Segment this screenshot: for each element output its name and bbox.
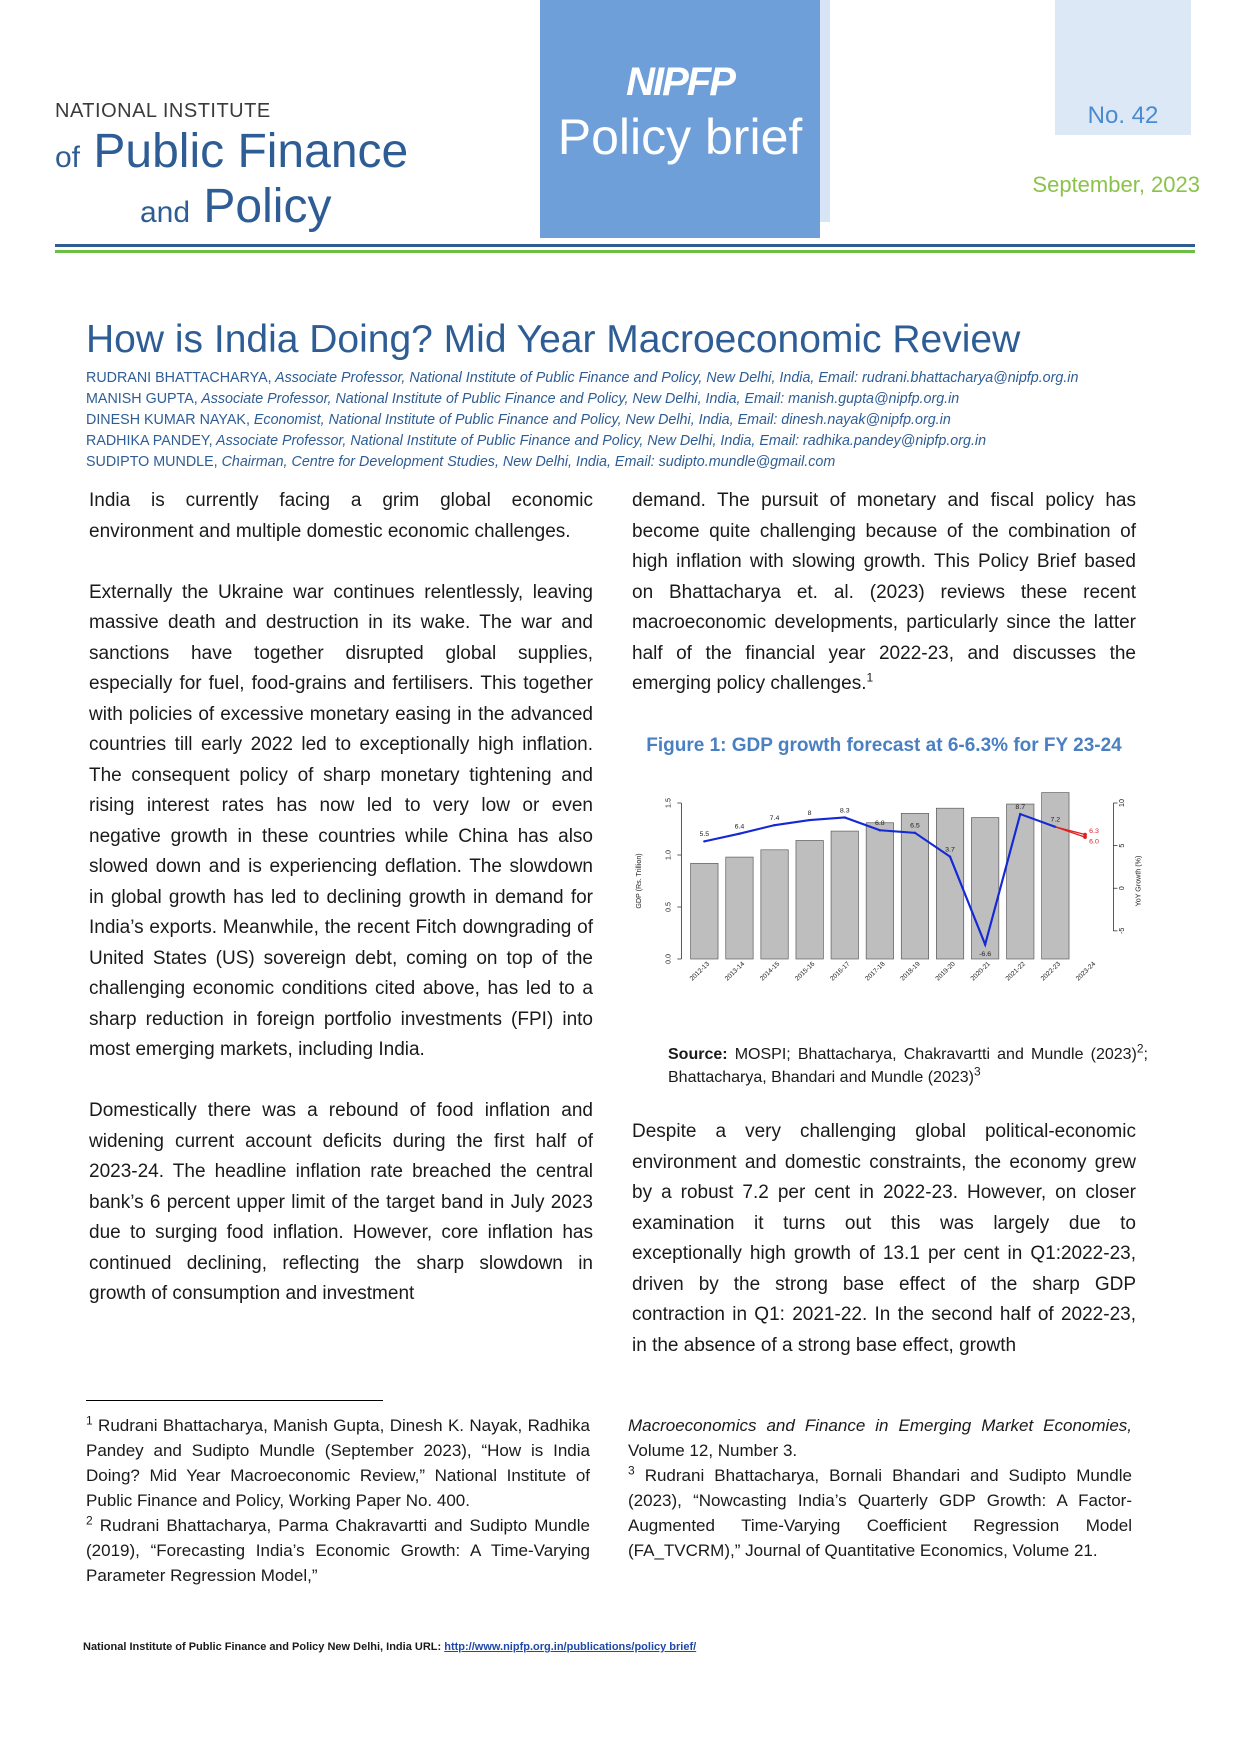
y-tick-label-right: 10 (1117, 799, 1127, 807)
logo-and-policy (140, 180, 332, 233)
x-tick-label: 2014-15 (758, 960, 782, 983)
footnote: $^3$ Rudrani Bhattacharya, Bornali Bhandari and Sudipto Mundle (2023), “Nowcasting India’s Quarterly GDP Growth: A Factor-Augmented Time-Varying Coefficient Regression Model (FA_TVCRM),” Journal of Quantitative Economics, Volume 21. (628, 1463, 1132, 1560)
gdp-bar (936, 808, 963, 959)
author-line: RUDRANI BHATTACHARYA, Associate Professor, National Institute of Public Finance and Policy, New Delhi, India, Email: rudrani.bhattacharya@nipfp.org.in (86, 370, 1079, 386)
paragraph: Despite a very challenging global political-economic environment and domestic constraints, the economy grew by a robust 7.2 per cent in 2022-23. However, on closer examination it turns out this was largely due to exceptionally high growth of 13.1 per cent in Q1:2022-23, driven by the strong base effect of the sharp GDP contraction in Q1: 2021-22. In the second half of 2022-23, in the absence of a strong base effect, growth (632, 1121, 1136, 1356)
logo-policy-text: Policy (203, 180, 332, 233)
logo-and: and (140, 196, 191, 229)
growth-point-label: 8 (807, 809, 812, 817)
growth-point-label: 6.8 (874, 820, 885, 828)
growth-point-label: 7.4 (769, 815, 780, 822)
gdp-bar (691, 863, 718, 959)
growth-point-label: 6.4 (734, 823, 745, 831)
growth-point (1019, 813, 1021, 815)
forecast-label: 6.3 (1089, 828, 1099, 836)
header-rule-green (55, 250, 1195, 253)
x-tick-label: 2021-22 (1004, 960, 1028, 983)
x-tick-label: 2018-19 (899, 960, 922, 983)
body-left-column (89, 486, 593, 1310)
paragraph: Externally the Ukraine war continues relentlessly, leaving massive death and destruction in its wake. The war and sanctions have together disrupted global supplies, especially for fuel, food-grains and fertilisers. This together with policies of excessive monetary easing in the advanced countries till early 2022 led to exceptionally high inflation. The consequent policy of sharp monetary tightening and rising interest rates has now led to very low or even negative growth in these countries while China has also slowed down and is experiencing deflation. The slowdown in global growth has led to declining growth in demand for India’s exports. Meanwhile, the recent Fitch downgrading of United States (US) sovereign debt, coming on top of the challenging economic conditions cited above, has led to a sharp reduction in foreign portfolio investments (FPI) into most emerging markets, including India. (89, 581, 593, 1060)
gdp-bar (901, 813, 928, 959)
paragraph: Domestically there was a rebound of food inflation and widening current account deficits during the first half of 2023-24. The headline inflation rate breached the central bank’s 6 percent upper limit of the target band in July 2023 due to surging food inflation. However, core inflation has continued declining, reflecting the sharp slowdown in growth of consumption and investment (89, 1100, 593, 1304)
nipfp-logo: NIPFP (626, 60, 734, 104)
x-tick-label: 2013-14 (723, 960, 747, 983)
forecast-point (1083, 835, 1087, 839)
x-tick-label: 2022-23 (1039, 960, 1063, 983)
author-line: SUDIPTO MUNDLE, Chairman, Centre for Development Studies, New Delhi, India, Email: sudipto.mundle@gmail.com (86, 454, 836, 470)
x-tick-label: 2012-13 (688, 960, 712, 983)
gdp-bar (971, 818, 998, 959)
author-list (86, 368, 1196, 473)
gdp-bar (726, 857, 753, 959)
figure-source: Source: MOSPI; Bhattacharya, Chakravartti and Mundle $(2023)^2$; Bhattacharya, Bhandari and Mundle $(2023)^3$ (668, 1041, 1148, 1086)
article-title: How is India Doing? Mid Year Macroeconomic Review (86, 318, 1021, 361)
x-tick-label: 2016-17 (829, 960, 852, 983)
body-right-column-bottom (632, 1117, 1136, 1361)
footnote-rule (86, 1400, 383, 1401)
growth-point-label: 8.3 (839, 807, 850, 815)
y-tick-label-right: 5 (1117, 843, 1127, 848)
growth-point (914, 832, 916, 834)
footnote-ref[interactable]: 1 (866, 670, 874, 685)
paragraph: India is currently facing a grim global economic environment and multiple domestic economic challenges. (89, 490, 593, 542)
footnote-continued: Macroeconomics and Finance in Emerging Market Economies, Volume 12, Number 3. (628, 1416, 1132, 1460)
growth-point (808, 819, 810, 821)
y-tick-label-left: 1.5 (663, 798, 673, 808)
growth-point (844, 816, 846, 818)
gdp-bar (831, 831, 858, 959)
x-tick-label: 2017-18 (864, 960, 887, 983)
y-tick-label-left: 0.0 (663, 954, 673, 964)
logo-public-finance-text: Public Finance (93, 125, 409, 178)
author-line: RADHIKA PANDEY, Associate Professor, National Institute of Public Finance and Policy, New Delhi, India, Email: radhika.pandey@nipfp.org.in (86, 433, 987, 449)
issue-date: September, 2023 (1032, 172, 1200, 197)
growth-point (949, 856, 951, 858)
issue-number: No. 42 (1087, 102, 1159, 129)
body-right-column-top (632, 486, 1136, 700)
forecast-label: 6.0 (1089, 838, 1099, 846)
gdp-bar (796, 840, 823, 959)
footnote: $^1$ Rudrani Bhattacharya, Manish Gupta, Dinesh K. Nayak, Radhika Pandey and Sudipto Mundle (September 2023), “How is India Doing? Mid Year Macroeconomic Review,” National Institute of Public Finance and Policy, Working Paper No. 400. (86, 1413, 590, 1510)
y-axis-label-left: GDP (Rs. Trillion) (633, 853, 643, 909)
growth-point-label: -6.6 (979, 951, 992, 959)
growth-point-label: 6.5 (910, 822, 920, 830)
x-tick-label: 2019-20 (934, 960, 957, 983)
y-axis-label-right: YoY Growth (%) (1133, 855, 1143, 907)
gdp-bar (761, 850, 788, 959)
x-tick-label: 2020-21 (969, 960, 992, 983)
series-title: Policy brief (557, 109, 803, 165)
logo-of: of (55, 141, 81, 174)
figure-title: Figure 1: GDP growth forecast at 6-6.3% for FY 23-24 (646, 735, 1122, 756)
growth-point (703, 840, 705, 842)
footnotes-left (86, 1413, 590, 1588)
header-rule-blue (55, 244, 1195, 247)
y-tick-label-right: 0 (1117, 886, 1127, 891)
growth-point (773, 824, 775, 826)
growth-point-label: 8.7 (1015, 803, 1026, 811)
gdp-bar (1007, 804, 1034, 959)
growth-point-label: 7.2 (1050, 816, 1061, 824)
x-tick-label: 2015-16 (793, 960, 817, 983)
x-tick-label: 2023-24 (1074, 960, 1098, 983)
logo-public-finance (55, 125, 409, 178)
page-footer: National Institute of Public Finance and Policy New Delhi, India URL: http://www.nipfp.org.in/publications/policy brief/ (83, 1641, 697, 1653)
gdp-bar (866, 823, 893, 959)
paragraph: demand. The pursuit of monetary and fiscal policy has become quite challenging because of the combination of high inflation with slowing growth. This Policy Brief based on Bhattacharya et. al. (2023) reviews these recent macroeconomic developments, particularly since the latter half of the financial year 2022-23, and discusses the emerging policy challenges.$^1$ (632, 490, 1136, 694)
logo-institute-line: NATIONAL INSTITUTE (55, 100, 271, 122)
growth-point-label: 3.7 (945, 846, 955, 854)
y-tick-label-right: -5 (1117, 927, 1127, 935)
footnotes-right (628, 1413, 1132, 1563)
footnote: $^2$ Rudrani Bhattacharya, Parma Chakravartti and Sudipto Mundle (2019), “Forecasting India’s Economic Growth: A Time-Varying Parameter Regression Model,” (86, 1513, 590, 1585)
growth-point (984, 943, 986, 945)
y-tick-label-left: 0.5 (663, 902, 673, 912)
author-line: MANISH GUPTA, Associate Professor, National Institute of Public Finance and Policy, New Delhi, India, Email: manish.gupta@nipfp.org.in (86, 391, 960, 407)
footer-link[interactable]: http://www.nipfp.org.in/publications/policy brief/ (444, 1641, 697, 1653)
author-line: DINESH KUMAR NAYAK, Economist, National Institute of Public Finance and Policy, New Delhi, India, Email: dinesh.nayak@nipfp.org.in (86, 412, 951, 428)
gdp-chart (632, 790, 1143, 1030)
growth-point (738, 833, 740, 835)
growth-point-label: 5.5 (699, 831, 710, 839)
growth-point (879, 829, 881, 831)
y-tick-label-left: 1.0 (663, 850, 673, 860)
